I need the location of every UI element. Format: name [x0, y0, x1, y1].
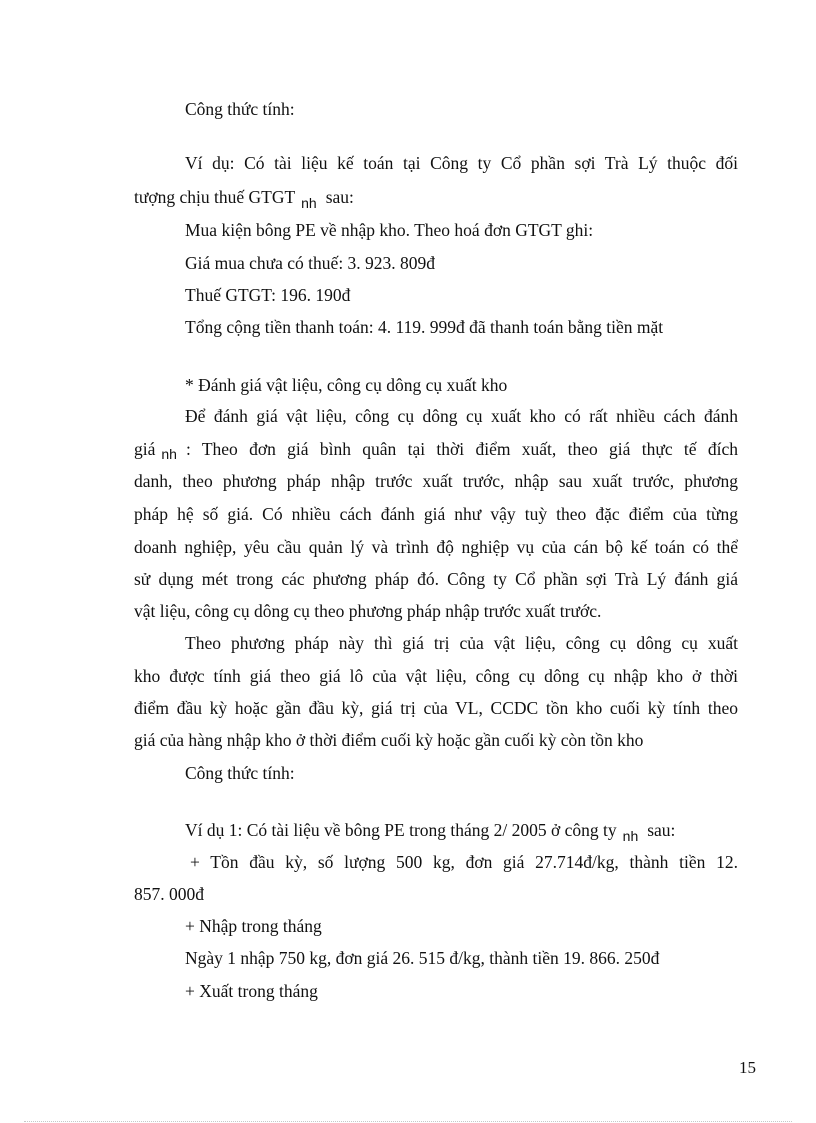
paragraph-segment: : Theo đơn giá bình quân tại thời điểm xuất, theo giá thực tế đích	[185, 439, 738, 459]
example-text-line: + Tồn đầu kỳ, số lượng 500 kg, đơn giá 27.714đ/kg, thành tiền 12.	[190, 852, 738, 872]
paragraph-line: kho được tính giá theo giá lô của vật liệu, công cụ dông cụ nhập kho ở thời	[134, 666, 738, 686]
subscript-abbreviation: nh	[622, 828, 639, 844]
page-number: 15	[739, 1058, 756, 1077]
subscript-abbreviation: nh	[301, 195, 317, 211]
paragraph-line	[134, 438, 738, 460]
formula-label: Công thức tính:	[185, 763, 295, 783]
paragraph-line: điểm đầu kỳ hoặc gần đầu kỳ, giá trị của VL, CCDC tồn kho cuối kỳ tính theo	[134, 698, 738, 718]
subscript-abbreviation: nh	[161, 446, 177, 462]
example-text-line: 857. 000đ	[134, 884, 204, 904]
example-text-segment: tượng chịu thuế GTGT	[134, 187, 296, 207]
example-text-segment: Ví dụ 1: Có tài liệu về bông PE trong tháng 2/ 2005 ở công ty	[185, 820, 617, 840]
example-text-line: Mua kiện bông PE về nhập kho. Theo hoá đơn GTGT ghi:	[185, 220, 594, 240]
formula-label: Công thức tính:	[185, 99, 295, 119]
footer-divider	[24, 1121, 792, 1122]
paragraph-line: danh, theo phương pháp nhập trước xuất trước, nhập sau xuất trước, phương	[134, 471, 738, 491]
paragraph-segment: giá	[134, 439, 156, 459]
paragraph-line: giá của hàng nhập kho ở thời điểm cuối kỳ hoặc gần cuối kỳ còn tồn kho	[134, 730, 644, 750]
paragraph-line: sử dụng mét trong các phương pháp đó. Công ty Cổ phần sợi Trà Lý đánh giá	[134, 569, 738, 589]
example-text-line: + Nhập trong tháng	[185, 916, 322, 936]
paragraph-line: Theo phương pháp này thì giá trị của vật liệu, công cụ dông cụ xuất	[185, 633, 738, 653]
paragraph-line: Để đánh giá vật liệu, công cụ dông cụ xuất kho có rất nhiều cách đánh	[185, 406, 738, 426]
example-text-line: Thuế GTGT: 196. 190đ	[185, 285, 351, 305]
example-text-line: Ngày 1 nhập 750 kg, đơn giá 26. 515 đ/kg, thành tiền 19. 866. 250đ	[185, 948, 660, 968]
example-text-line	[185, 819, 675, 842]
example-text-segment: sau:	[647, 820, 676, 840]
section-heading: * Đánh giá vật liệu, công cụ dông cụ xuất kho	[185, 375, 508, 395]
paragraph-line: pháp hệ số giá. Có nhiều cách đánh giá như vậy tuỳ theo đặc điểm của từng	[134, 504, 738, 524]
example-text-line	[134, 186, 354, 209]
example-text-line: Ví dụ: Có tài liệu kế toán tại Công ty Cổ phần sợi Trà Lý thuộc đối	[185, 153, 738, 173]
paragraph-line: doanh nghiệp, yêu cầu quản lý và trình độ nghiệp vụ của cán bộ kế toán có thể	[134, 537, 738, 557]
example-text-segment: sau:	[325, 187, 354, 207]
paragraph-line: vật liệu, công cụ dông cụ theo phương pháp nhập trước xuất trước.	[134, 601, 602, 621]
example-text-line: + Xuất trong tháng	[185, 981, 318, 1001]
example-text-line: Giá mua chưa có thuế: 3. 923. 809đ	[185, 253, 436, 273]
example-text-line: Tổng cộng tiền thanh toán: 4. 119. 999đ đã thanh toán bằng tiền mặt	[185, 317, 664, 337]
